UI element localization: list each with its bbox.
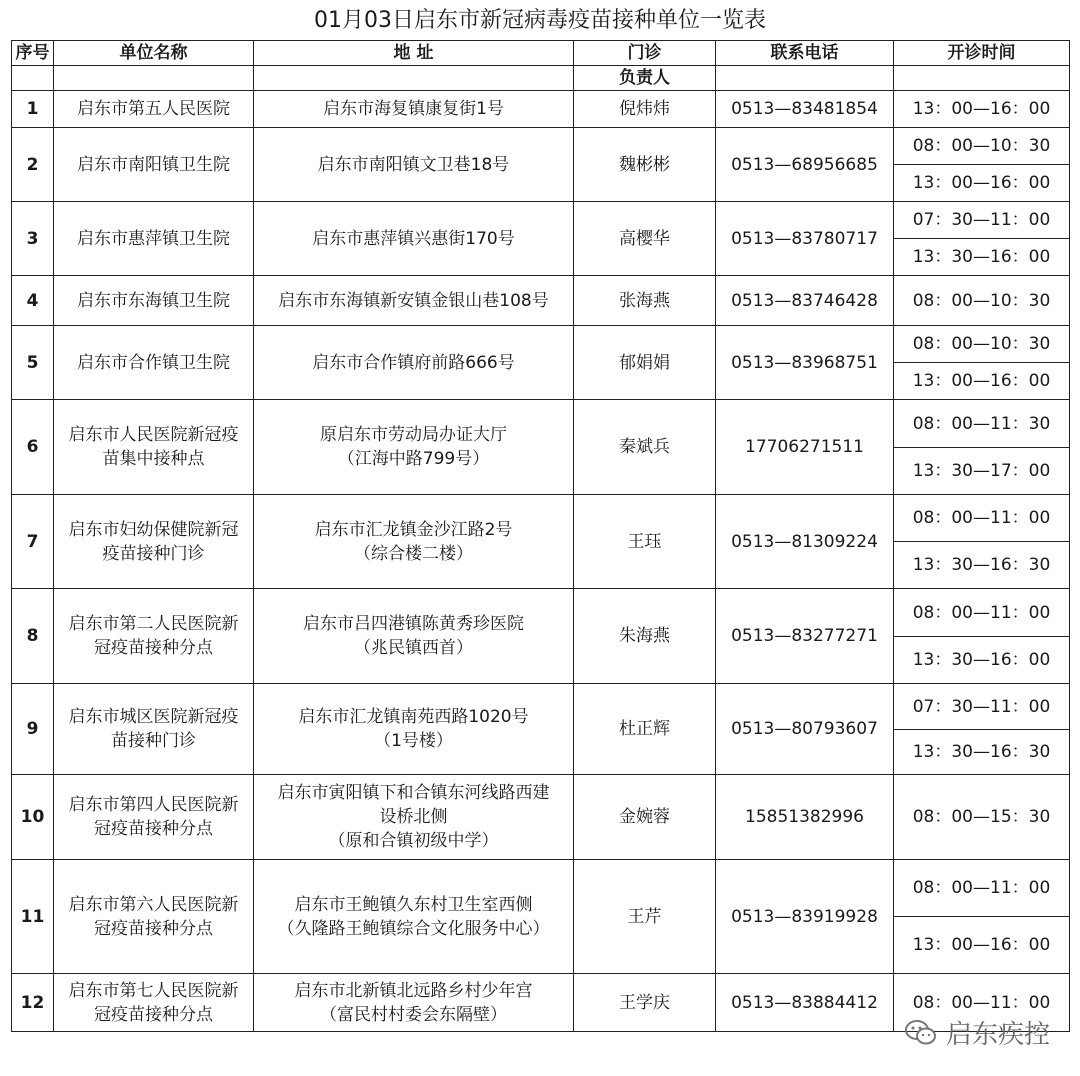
- contact-person: 王珏: [574, 495, 716, 589]
- row-index: 2: [12, 128, 54, 202]
- row-index: 6: [12, 400, 54, 495]
- unit-name-line: 冠疫苗接种分点: [94, 918, 213, 939]
- unit-name-line: 启东市南阳镇卫生院: [77, 154, 230, 175]
- wechat-icon: [904, 1019, 938, 1047]
- phone-number: 0513—81309224: [716, 495, 894, 589]
- unit-name-line: 启东市东海镇卫生院: [77, 290, 230, 311]
- table-row: [12, 128, 1070, 165]
- phone-number: 0513—83746428: [716, 276, 894, 326]
- table-row: [12, 495, 1070, 542]
- unit-name-line: 启东市第七人民医院新: [68, 980, 239, 1001]
- opening-hours: 13：00—16：00: [894, 165, 1070, 202]
- unit-name: [54, 775, 254, 860]
- address: [254, 91, 574, 128]
- opening-hours: 13：00—16：00: [894, 363, 1070, 400]
- header-address: 地 址: [254, 41, 574, 66]
- table-row: [12, 91, 1070, 128]
- opening-hours: 08：00—11：00: [894, 860, 1070, 917]
- unit-name-line: 启东市城区医院新冠疫: [68, 707, 239, 727]
- header-blank: [894, 66, 1070, 91]
- row-index: 11: [12, 860, 54, 974]
- address-line: 启东市汇龙镇金沙江路2号: [314, 519, 513, 540]
- address: [254, 400, 574, 495]
- address-line: （江海中路799号）: [337, 449, 490, 469]
- contact-person: 金婉蓉: [574, 775, 716, 860]
- contact-person: 高樱华: [574, 202, 716, 276]
- opening-hours: 08：00—11：00: [894, 495, 1070, 542]
- unit-name-line: 苗集中接种点: [102, 449, 205, 469]
- address: [254, 128, 574, 202]
- phone-number: 0513—80793607: [716, 684, 894, 775]
- address-line: （富民村村委会东隔壁）: [320, 1004, 507, 1025]
- header-contact-person: 负责人: [574, 66, 716, 91]
- address-line: 设桥北侧: [379, 807, 448, 827]
- opening-hours: 13：00—16：00: [894, 917, 1070, 974]
- phone-number: 0513—83968751: [716, 326, 894, 400]
- header-blank: [254, 66, 574, 91]
- address: [254, 495, 574, 589]
- address-line: 启东市北新镇北远路乡村少年宫: [294, 980, 533, 1001]
- unit-name: [54, 128, 254, 202]
- opening-hours: 08：00—15：30: [894, 775, 1070, 860]
- address-line: 启东市海复镇康复街1号: [323, 99, 504, 119]
- unit-name-line: 冠疫苗接种分点: [94, 819, 213, 839]
- vaccination-table: [11, 40, 1070, 1032]
- unit-name: [54, 276, 254, 326]
- table-row: [12, 589, 1070, 637]
- header-blank: [54, 66, 254, 91]
- table-body: [12, 91, 1070, 1032]
- unit-name-line: 启东市惠萍镇卫生院: [77, 228, 230, 249]
- unit-name: [54, 684, 254, 775]
- address-line: 启东市吕四港镇陈黄秀珍医院: [303, 614, 524, 634]
- address-line: 启东市东海镇新安镇金银山巷108号: [278, 290, 549, 311]
- phone-number: 0513—83919928: [716, 860, 894, 974]
- phone-number: 15851382996: [716, 775, 894, 860]
- row-index: 7: [12, 495, 54, 589]
- opening-hours: 08：00—11：30: [894, 400, 1070, 448]
- address-line: 原启东市劳动局办证大厅: [320, 425, 507, 445]
- phone-number: 0513—83780717: [716, 202, 894, 276]
- address-line: （1号楼）: [374, 731, 453, 751]
- phone-number: 0513—68956685: [716, 128, 894, 202]
- address-line: 启东市合作镇府前路666号: [312, 352, 515, 373]
- table-row: [12, 326, 1070, 363]
- table-row: [12, 775, 1070, 860]
- unit-name-line: 启东市人民医院新冠疫: [68, 425, 239, 445]
- phone-number: 0513—83884412: [716, 974, 894, 1032]
- contact-person: 郁娟娟: [574, 326, 716, 400]
- opening-hours: 13：30—16：30: [894, 730, 1070, 775]
- unit-name: [54, 202, 254, 276]
- address: [254, 276, 574, 326]
- row-index: 9: [12, 684, 54, 775]
- unit-name-line: 疫苗接种门诊: [102, 543, 205, 564]
- unit-name-line: 启东市第六人民医院新: [68, 894, 239, 915]
- page-title: 01月03日启东市新冠病毒疫苗接种单位一览表: [314, 8, 766, 33]
- watermark: [904, 1014, 1050, 1051]
- unit-name-line: 苗接种门诊: [111, 731, 196, 751]
- unit-name: [54, 495, 254, 589]
- address: [254, 860, 574, 974]
- unit-name-line: 启东市第四人民医院新: [68, 795, 239, 815]
- address-line: 启东市惠萍镇兴惠街170号: [312, 228, 515, 249]
- contact-person: 张海燕: [574, 276, 716, 326]
- address: [254, 974, 574, 1032]
- opening-hours: 08：00—10：30: [894, 326, 1070, 363]
- contact-person: 魏彬彬: [574, 128, 716, 202]
- phone-number: 0513—83277271: [716, 589, 894, 684]
- unit-name-line: 冠疫苗接种分点: [94, 1004, 213, 1025]
- opening-hours: 13：30—17：00: [894, 448, 1070, 495]
- opening-hours: 08：00—11：00: [894, 589, 1070, 637]
- opening-hours: 13：30—16：00: [894, 239, 1070, 276]
- address-line: （原和合镇初级中学）: [328, 831, 499, 851]
- row-index: 3: [12, 202, 54, 276]
- address-line: 启东市南阳镇文卫巷18号: [317, 154, 510, 175]
- address-line: 启东市寅阳镇下和合镇东河线路西建: [277, 783, 550, 803]
- unit-name-line: 启东市合作镇卫生院: [77, 352, 230, 373]
- header-blank: [716, 66, 894, 91]
- phone-number: 0513—83481854: [716, 91, 894, 128]
- row-index: 12: [12, 974, 54, 1032]
- header-phone: 联系电话: [716, 41, 894, 66]
- unit-name: [54, 860, 254, 974]
- header-blank: [12, 66, 54, 91]
- address: [254, 684, 574, 775]
- contact-person: 倪炜炜: [574, 91, 716, 128]
- table-row: [12, 684, 1070, 730]
- row-index: 4: [12, 276, 54, 326]
- unit-name: [54, 589, 254, 684]
- unit-name-line: 启东市第五人民医院: [77, 99, 230, 119]
- header-idx: 序号: [12, 41, 54, 66]
- header-hours: 开诊时间: [894, 41, 1070, 66]
- contact-person: 杜正辉: [574, 684, 716, 775]
- opening-hours: 13：30—16：00: [894, 637, 1070, 684]
- header-unit: 单位名称: [54, 41, 254, 66]
- unit-name-line: 启东市第二人民医院新: [68, 614, 239, 634]
- contact-person: 王学庆: [574, 974, 716, 1032]
- unit-name-line: 冠疫苗接种分点: [94, 638, 213, 658]
- contact-person: 朱海燕: [574, 589, 716, 684]
- address: [254, 202, 574, 276]
- address-line: （兆民镇西首）: [354, 638, 473, 658]
- header-contact: 门诊: [574, 41, 716, 66]
- unit-name: [54, 91, 254, 128]
- contact-person: 秦斌兵: [574, 400, 716, 495]
- opening-hours: 13：30—16：30: [894, 542, 1070, 589]
- address: [254, 326, 574, 400]
- row-index: 8: [12, 589, 54, 684]
- address: [254, 589, 574, 684]
- opening-hours: 13：00—16：00: [894, 91, 1070, 128]
- watermark-text: 启东疾控: [945, 1020, 1050, 1050]
- opening-hours: 07：30—11：00: [894, 684, 1070, 730]
- address-line: 启东市王鲍镇久东村卫生室西侧: [294, 894, 533, 915]
- address-line: 启东市汇龙镇南苑西路1020号: [298, 707, 529, 727]
- table-row: [12, 202, 1070, 239]
- opening-hours: 08：00—11：00: [894, 974, 1070, 1032]
- opening-hours: 08：00—10：30: [894, 128, 1070, 165]
- table-row: [12, 860, 1070, 917]
- table-row: [12, 276, 1070, 326]
- unit-name: [54, 400, 254, 495]
- opening-hours: 08：00—10：30: [894, 276, 1070, 326]
- row-index: 1: [12, 91, 54, 128]
- opening-hours: 07：30—11：00: [894, 202, 1070, 239]
- unit-name: [54, 326, 254, 400]
- contact-person: 王芹: [574, 860, 716, 974]
- address-line: （综合楼二楼）: [354, 543, 473, 564]
- unit-name-line: 启东市妇幼保健院新冠: [68, 519, 239, 540]
- address-line: （久隆路王鲍镇综合文化服务中心）: [277, 918, 550, 939]
- phone-number: 17706271511: [716, 400, 894, 495]
- address: [254, 775, 574, 860]
- unit-name: [54, 974, 254, 1032]
- row-index: 10: [12, 775, 54, 860]
- table-row: [12, 400, 1070, 448]
- row-index: 5: [12, 326, 54, 400]
